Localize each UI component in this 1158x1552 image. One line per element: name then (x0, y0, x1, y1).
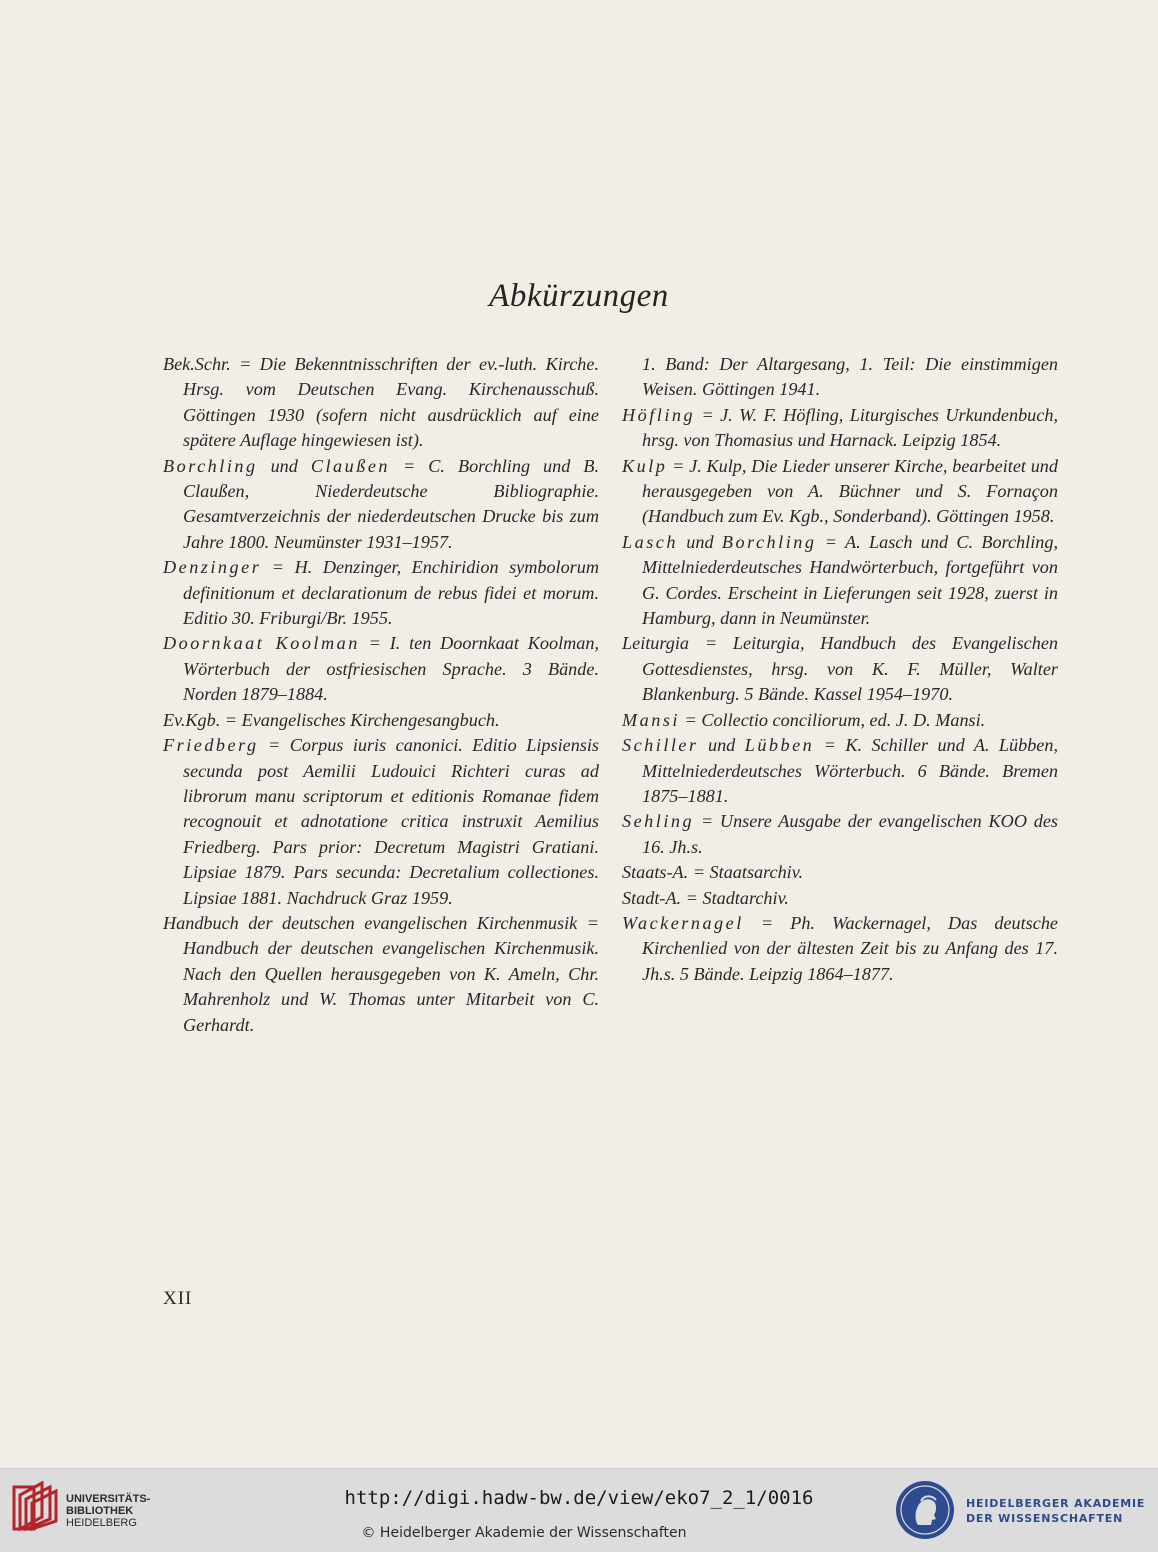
entry-term: Kulp (622, 455, 668, 476)
page-title: Abkürzungen (489, 278, 669, 314)
copyright-notice: © Heidelberger Akademie der Wissenschaften (361, 1525, 687, 1541)
entry-term: Leiturgia (622, 633, 690, 654)
entry-text: = K. Schiller und A. Lübben, Mittelniederdeutsches Wörterbuch. 6 Bände. Bremen 1875–1881. (642, 735, 1059, 806)
entry-term-secondary: Claußen (310, 455, 391, 476)
entry-text: = Collectio conciliorum, ed. J. D. Mansi. (679, 709, 986, 730)
entry-text: = J. Kulp, Die Lieder unserer Kirche, bearbeitet und herausgegeben von A. Büchner und S. Fornaçon (Handbuch zum Ev. Kgb., Sonderband). Göttingen 1958. (642, 455, 1058, 527)
entry-staats-a (622, 860, 1058, 885)
entry-term: Wackernagel (622, 912, 744, 933)
entry-term-secondary: Lübben (744, 735, 815, 756)
entry-sehling (622, 809, 1058, 860)
entry-term: Bek.Schr. (163, 354, 231, 374)
academy-name-line: HEIDELBERGER AKADEMIE (966, 1497, 1146, 1510)
entry-text: = Leiturgia, Handbuch des Evangelischen Gottesdienstes, hrsg. von K. F. Müller, Walter Blankenburg. 5 Bände. Kassel 1954–1970. (642, 633, 1058, 705)
entry-connector: und (677, 531, 722, 552)
entry-borchling-claussen (163, 454, 599, 556)
entry-lasch-borchling (622, 530, 1058, 632)
entry-friedberg (163, 733, 599, 911)
entry-text: = Corpus iuris canonici. Editio Lipsiensis secunda post Aemilii Ludouici Richteri curas ad librorum manu scriptorum et editionis Romanae fidem recognouit et adnotatione critica instruxit Aemilius Friedberg. Pars prior: Decretum Magistri Gratiani. Lipsiae 1879. Pars secunda: Decretalium collectiones. Lipsiae 1881. Nachdruck Graz 1959. (183, 735, 599, 908)
entry-leiturgia (622, 631, 1058, 707)
entry-text: = Stadtarchiv. (681, 887, 789, 908)
academy-seal-icon[interactable] (894, 1479, 956, 1541)
library-name-line: UNIVERSITÄTS- (66, 1493, 151, 1505)
permalink-url[interactable]: http://digi.hadw-bw.de/view/eko7_2_1/0016 (344, 1487, 814, 1509)
library-name-line: HEIDELBERG (66, 1517, 137, 1529)
entry-handbuch (163, 911, 599, 1038)
entry-text: = Die Bekenntnisschriften der ev.-luth. Kirche. Hrsg. vom Deutschen Evang. Kirchenausschuß. Göttingen 1930 (sofern nicht ausdrücklich auf eine spätere Auflage hingewiesen ist). (183, 354, 599, 451)
entry-term: Doornkaat Koolman (163, 633, 360, 654)
entry-connector: und (257, 455, 311, 476)
entry-kulp (622, 454, 1058, 530)
left-column (163, 352, 599, 1038)
entry-text: = Handbuch der deutschen evangelischen Kirchenmusik. Nach den Quellen herausgegeben von K. Ameln, Chr. Mahrenholz und W. Thomas unter Mitarbeit von C. Gerhardt. (183, 912, 599, 1035)
entry-term: Borchling (163, 455, 258, 476)
academy-name (966, 1496, 1145, 1526)
entry-term: Denzinger (163, 557, 262, 578)
right-column (622, 352, 1058, 987)
entry-text: = Unsere Ausgabe der evangelischen KOO des 16. Jh.s. (642, 811, 1058, 857)
entry-wackernagel (622, 911, 1058, 987)
entry-term: Stadt-A. (622, 887, 682, 908)
entry-text: = H. Denzinger, Enchiridion symbolorum definitionum et declarationum de rebus fidei et morum. Editio 30. Friburgi/Br. 1955. (183, 557, 599, 629)
entry-connector: und (698, 735, 745, 756)
entry-term: Höfling (622, 404, 696, 425)
entry-hoefling (622, 403, 1058, 454)
entry-text: = Evangelisches Kirchengesangbuch. (220, 709, 500, 730)
entry-text: = C. Borchling und B. Claußen, Niederdeutsche Bibliographie. Gesamtverzeichnis der niederdeutschen Drucke bis zum Jahre 1800. Neumünster 1931–1957. (183, 455, 599, 552)
entry-bek-schr (163, 352, 599, 454)
entry-term: Mansi (622, 709, 680, 730)
entry-text: = Staatsarchiv. (688, 862, 804, 883)
entry-text: = Ph. Wackernagel, Das deutsche Kirchenlied von der ältesten Zeit bis zu Anfang des 17. Jh.s. 5 Bände. Leipzig 1864–1877. (642, 912, 1058, 984)
entry-term: Ev.Kgb. (163, 709, 221, 730)
page-number: XII (163, 1288, 193, 1309)
viewer-footer (0, 1468, 1158, 1552)
entry-ev-kgb (163, 708, 599, 733)
entry-text: = J. W. F. Höfling, Liturgisches Urkundenbuch, hrsg. von Thomasius und Harnack. Leipzig 1854. (642, 404, 1058, 451)
entry-term: Sehling (622, 811, 695, 832)
entry-continuation: 1. Band: Der Altargesang, 1. Teil: Die einstimmigen Weisen. Göttingen 1941. (642, 354, 1058, 400)
entry-term: Schiller (622, 735, 699, 756)
entry-text: = A. Lasch und C. Borchling, Mittelniederdeutsches Handwörterbuch, fortgeführt von G. Cordes. Erscheint in Lieferungen seit 1928, zuerst in Hamburg, dann in Neumünster. (642, 531, 1058, 629)
entry-term-secondary: Borchling (721, 531, 817, 552)
academy-name-line: DER WISSENSCHAFTEN (966, 1512, 1124, 1525)
entry-term: Staats-A. (622, 862, 689, 883)
entry-text: = I. ten Doornkaat Koolman, Wörterbuch der ostfriesischen Sprache. 3 Bände. Norden 1879–1884. (183, 633, 599, 705)
entry-schiller-luebben (622, 733, 1058, 809)
entry-mansi (622, 708, 1058, 733)
entry-denzinger (163, 555, 599, 631)
entry-term: Handbuch der deutschen evangelischen Kirchenmusik (163, 912, 578, 933)
entry-term: Friedberg (163, 735, 259, 756)
library-name-line: BIBLIOTHEK (66, 1505, 134, 1517)
entry-term: Lasch (622, 531, 678, 552)
entry-doornkaat (163, 631, 599, 707)
entry-stadt-a (622, 886, 1058, 911)
